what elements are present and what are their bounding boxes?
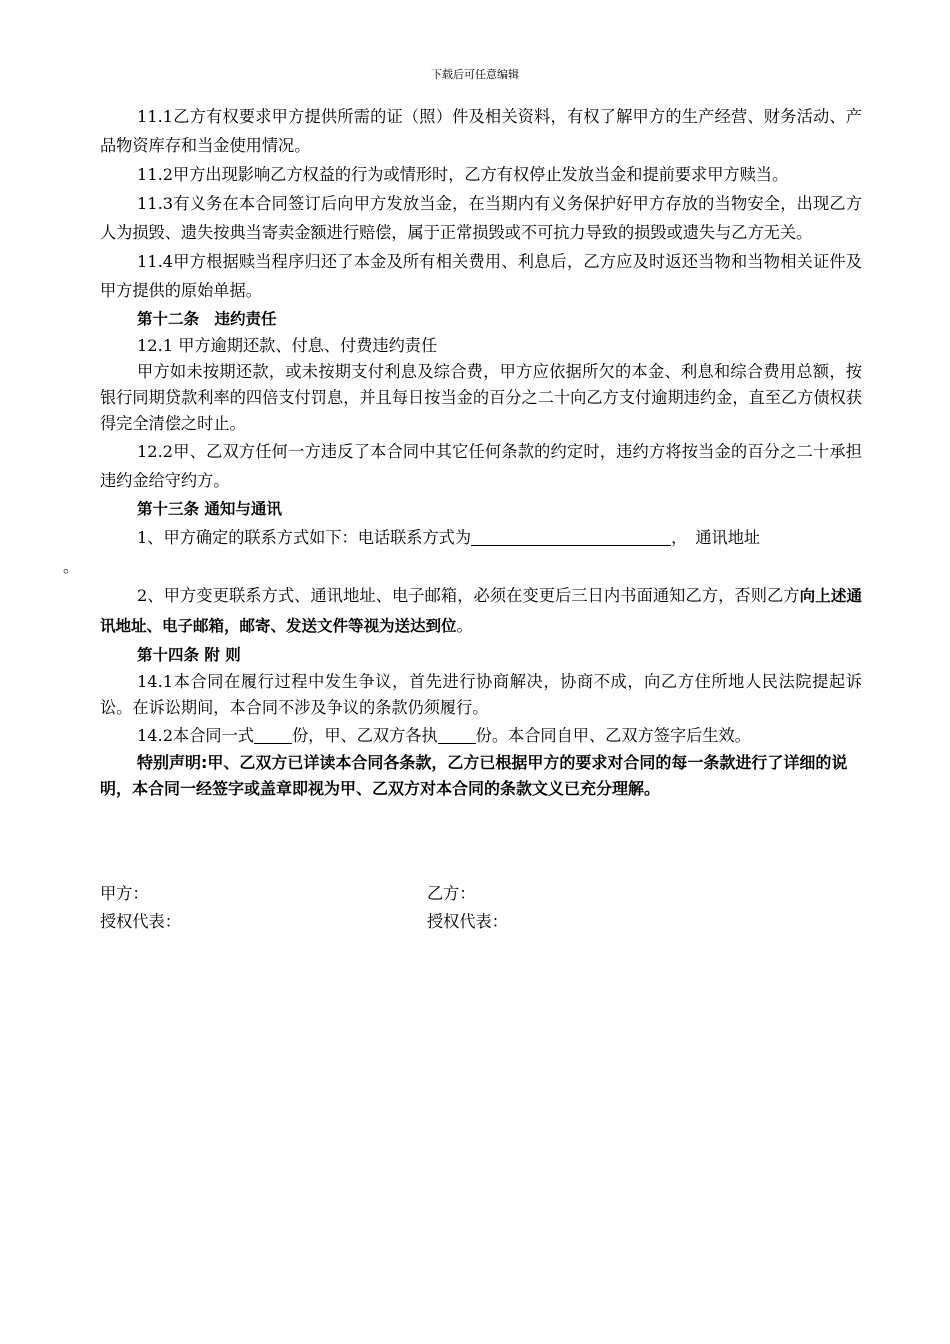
- clause-12-1-title: 12.1 甲方逾期还款、付息、付费违约责任: [137, 336, 438, 355]
- special-declaration: 特别声明:甲、乙双方已详读本合同各条款，乙方已根据甲方的要求对合同的每一条款进行了详细的说明，本合同一经签字或盖章即视为甲、乙双方对本合同的条款文义已充分理解。: [100, 753, 848, 798]
- clause-13-1: 1、甲方确定的联系方式如下：电话联系方式为 ， 通讯地址 。: [63, 528, 761, 576]
- party-a-rep-label: 授权代表：: [100, 912, 181, 931]
- each-copies-blank: [438, 725, 476, 744]
- article-13-title: 第十三条 通知与通讯: [137, 500, 282, 518]
- clause-11-2: 11.2甲方出现影响乙方权益的行为或情形时，乙方有权停止发放当金和提前要求甲方赎当。: [137, 165, 789, 184]
- clause-12-1-text: 甲方如未按期还款，或未按期支付利息及综合费，甲方应依据所欠的本金、利息和综合费用总额，按银行同期贷款利率的四倍支付罚息，并且每日按当金的百分之二十向乙方支付逾期违约金，直至乙方债权获得完全清偿之时止。: [100, 362, 862, 433]
- party-b-label: 乙方：: [427, 884, 476, 903]
- clause-13-2: 2、甲方变更联系方式、通讯地址、电子邮箱，必须在变更后三日内书面通知乙方，否则乙方向上述通讯地址、电子邮箱，邮寄、发送文件等视为送达到位。: [100, 586, 862, 635]
- page-header: 下载后可任意编辑: [431, 68, 519, 81]
- clause-11-3: 11.3有义务在本合同签订后向甲方发放当金，在当期内有义务保护好甲方存放的当物安全，出现乙方人为损毁、遗失按典当寄卖金额进行赔偿，属于正常损毁或不可抗力导致的损毁或遗失与乙方无关。: [100, 194, 862, 242]
- clause-14-1: 14.1本合同在履行过程中发生争议，首先进行协商解决，协商不成，向乙方住所地人民法院提起诉讼。在诉讼期间，本合同不涉及争议的条款仍须履行。: [100, 672, 862, 717]
- clause-11-4: 11.4甲方根据赎当程序归还了本金及所有相关费用、利息后，乙方应及时返还当物和当物相关证件及甲方提供的原始单据。: [100, 252, 862, 300]
- clause-14-2: 14.2本合同一式 份，甲、乙双方各执 份。本合同自甲、乙双方签字后生效。: [137, 726, 751, 745]
- contract-body: [63, 102, 862, 802]
- copies-blank: [254, 725, 292, 744]
- article-12-title: 第十二条 违约责任: [137, 310, 277, 328]
- party-a-block: [100, 880, 181, 936]
- party-b-rep-label: 授权代表：: [427, 912, 508, 931]
- party-a-label: 甲方：: [100, 884, 149, 903]
- clause-12-2: 12.2甲、乙双方任何一方违反了本合同中其它任何条款的约定时，违约方将按当金的百分之二十承担违约金给守约方。: [100, 442, 862, 490]
- clause-11-1: 11.1乙方有权要求甲方提供所需的证（照）件及相关资料，有权了解甲方的生产经营、财务活动、产品物资库存和当金使用情况。: [100, 107, 862, 155]
- article-14-title: 第十四条 附 则: [137, 646, 241, 664]
- party-b-block: [427, 880, 508, 936]
- phone-blank: [471, 527, 671, 546]
